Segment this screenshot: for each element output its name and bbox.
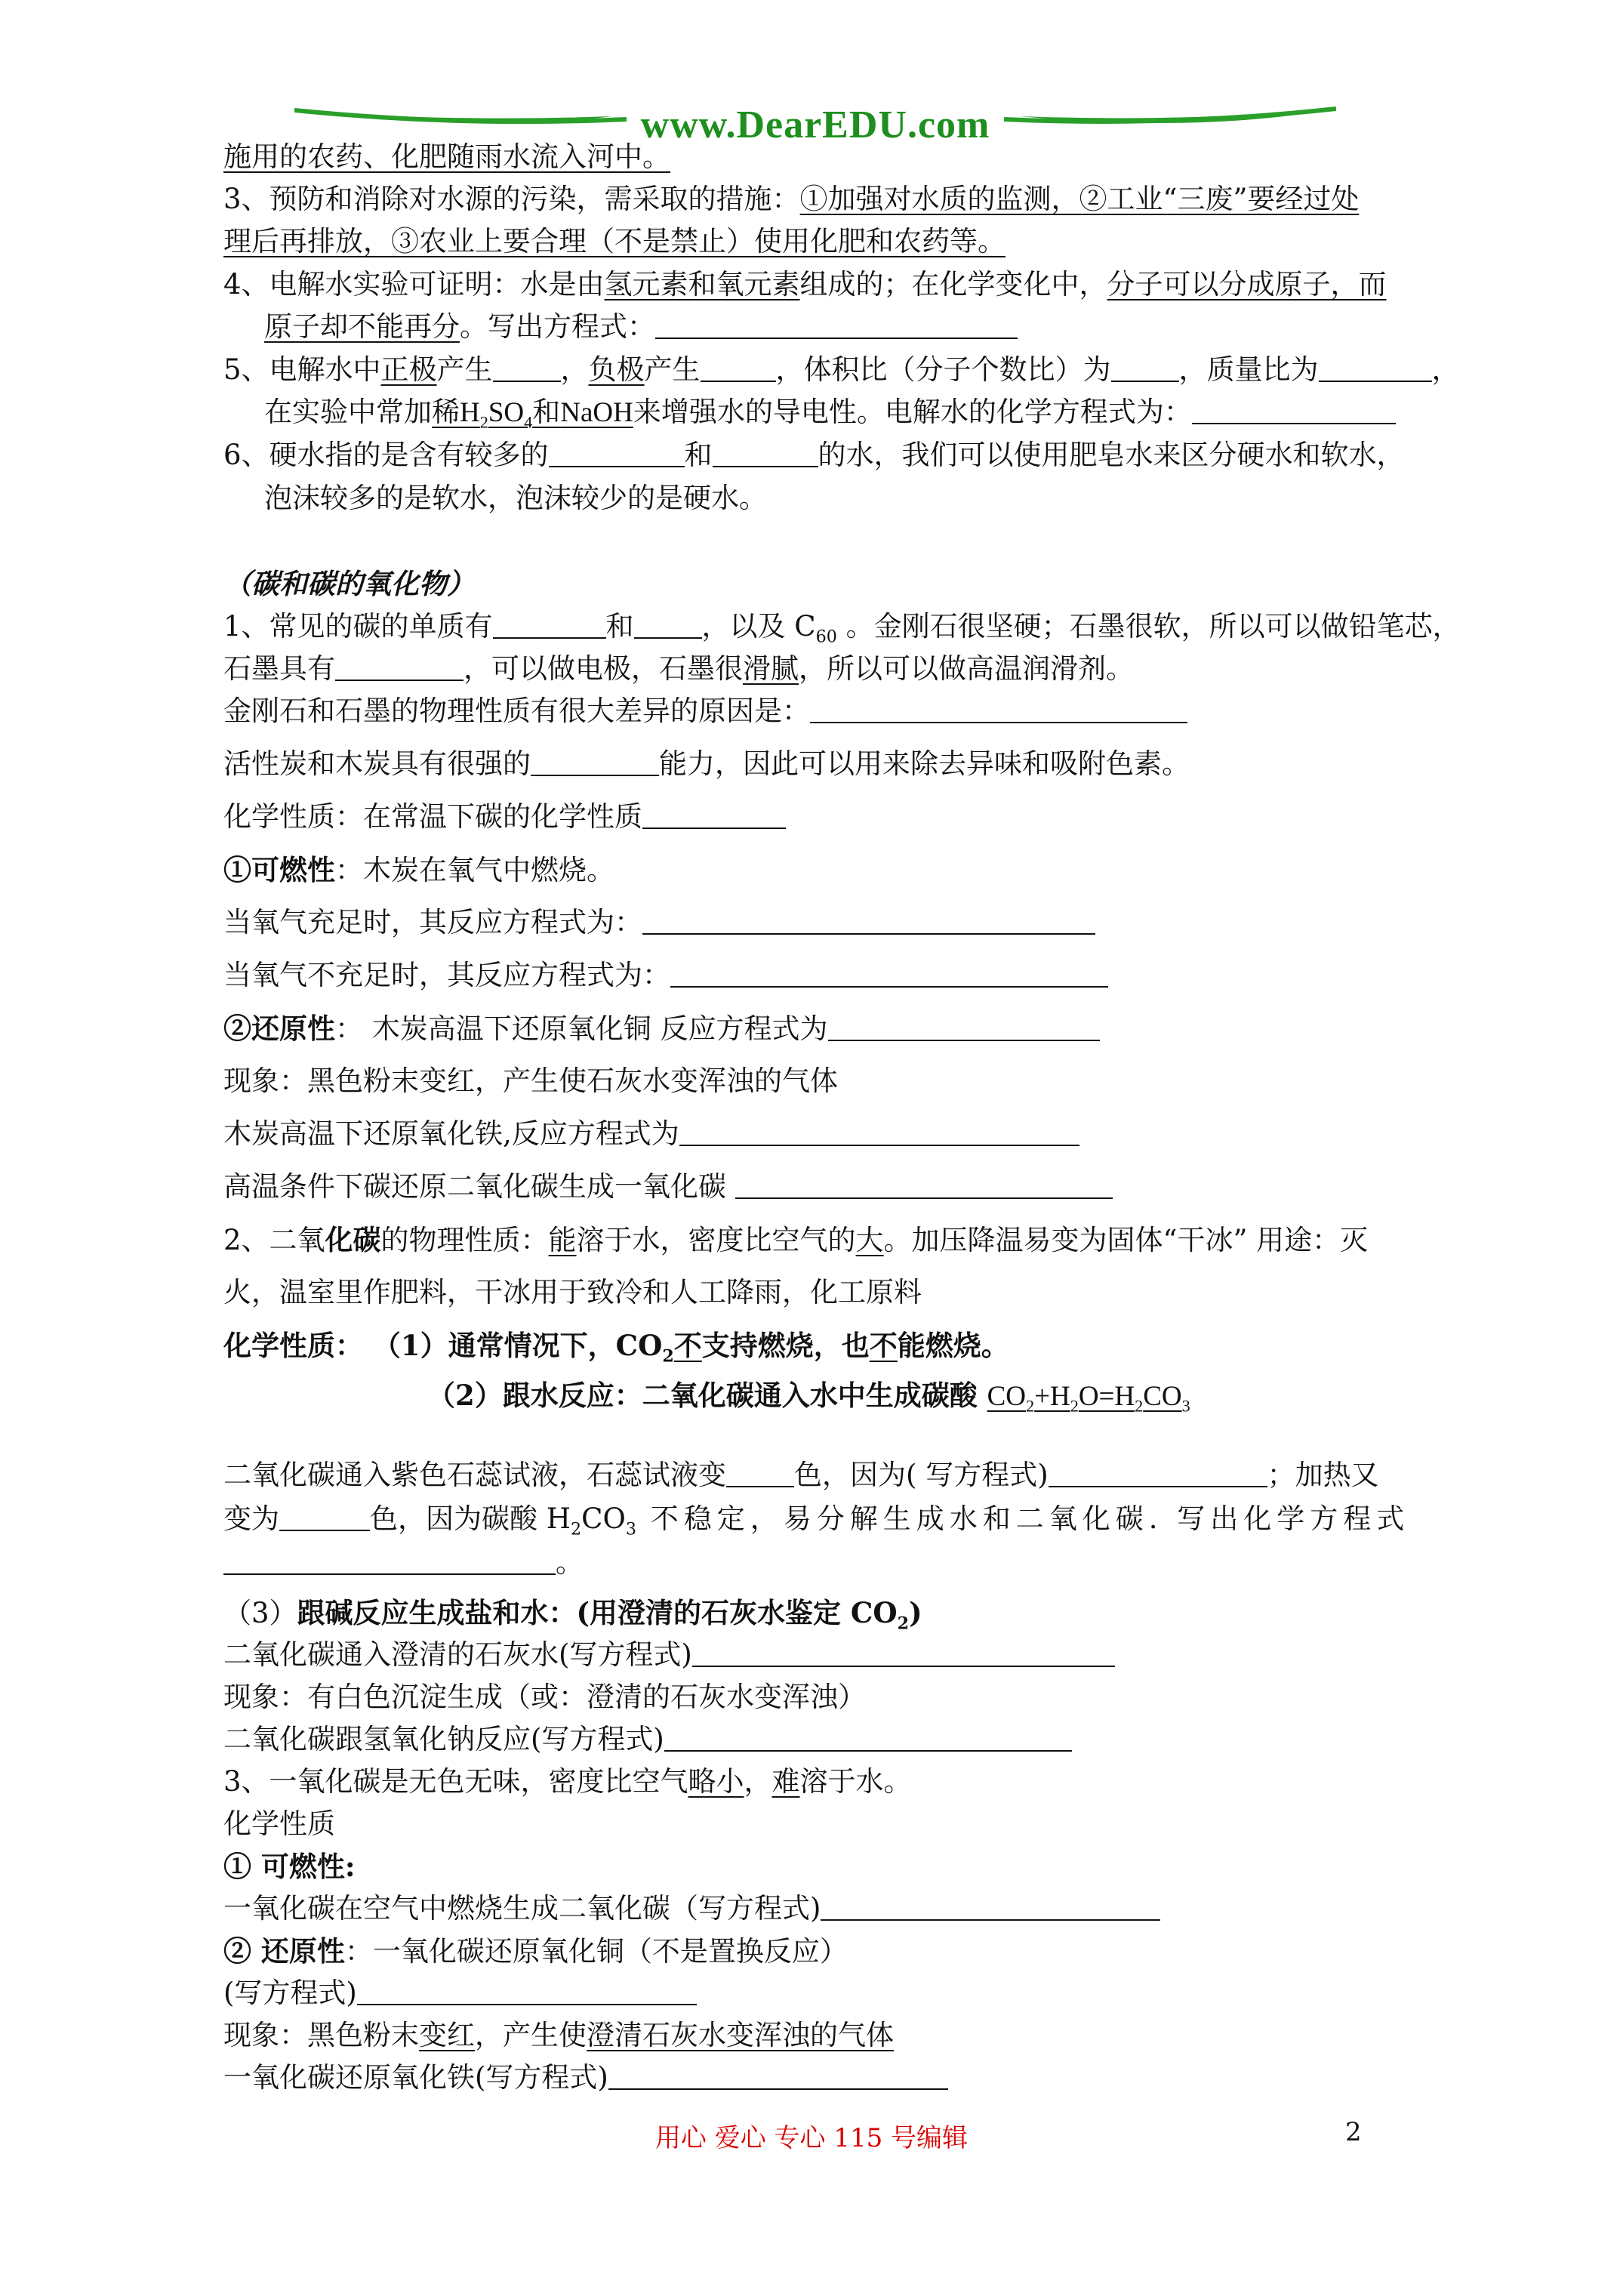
text: 理后再排放，③农业上要合理（不是禁止）使用化肥和农药等。 <box>223 225 1006 257</box>
text: O=H <box>1078 1381 1135 1412</box>
text: 高温条件下碳还原二氧化碳生成一氧化碳 <box>223 1170 735 1203</box>
text-line <box>223 855 614 886</box>
text-line <box>223 908 1095 938</box>
text: 的水，我们可以使用肥皂水来区分硬水和软水， <box>818 439 1405 471</box>
text: 负极 <box>588 353 645 386</box>
text: 2、二氧 <box>223 1224 325 1256</box>
text: ：一氧化碳还原氧化铜（不是置换反应） <box>344 1935 848 1968</box>
text: 5、电解水中 <box>223 353 381 386</box>
text: ，体积比（分子个数比）为 <box>775 353 1111 386</box>
text: 原子却不能再分 <box>264 310 460 343</box>
text: （3） <box>223 1597 297 1629</box>
text: 二氧化碳通入澄清的石灰水(写方程式) <box>223 1638 692 1671</box>
text-line <box>223 1119 1079 1150</box>
answer-blank[interactable] <box>642 802 786 829</box>
text: （1）通常情况下，CO <box>363 1329 663 1362</box>
text: 澄清石灰水变浑浊的气体 <box>587 2019 894 2051</box>
text-line <box>223 184 1359 215</box>
subscript: 2 <box>897 1613 910 1634</box>
formula: NaOH <box>560 397 633 428</box>
text: ②还原性 <box>223 1012 335 1045</box>
subscript: 2 <box>571 1519 582 1539</box>
text: ： 木炭高温下还原氧化铜 反应方程式为 <box>335 1012 828 1045</box>
text: 3、预防和消除对水源的污染，需采取的措施： <box>223 183 800 215</box>
text: SO <box>488 397 525 428</box>
answer-blank[interactable] <box>692 1640 1115 1667</box>
text: 火，温室里作肥料，干冰用于致冷和人工降雨，化工原料 <box>223 1276 922 1308</box>
text: 现象：黑色粉末 <box>223 2019 419 2051</box>
answer-blank[interactable] <box>821 1894 1160 1921</box>
text-line <box>223 802 786 833</box>
text-line <box>223 1504 1409 1539</box>
subscript: 4 <box>524 412 533 432</box>
text: ，可以做电极，石墨很 <box>463 652 743 685</box>
text: 当氧气充足时，其反应方程式为： <box>223 906 642 938</box>
page-number: 2 <box>1345 2117 1362 2147</box>
text-line <box>223 1682 866 1713</box>
subscript: 2 <box>1026 1396 1035 1416</box>
text: （2）跟水反应：二氧化碳通入水中生成碳酸 <box>427 1379 987 1412</box>
answer-blank[interactable] <box>531 749 659 776</box>
text: +H <box>1034 1381 1070 1412</box>
text: 当氧气不充足时，其反应方程式为： <box>223 959 670 991</box>
text-line <box>223 1598 922 1633</box>
answer-blank[interactable] <box>608 2063 948 2090</box>
answer-blank[interactable] <box>335 654 463 681</box>
text: 难 <box>771 1765 800 1798</box>
text: 一氧化碳在空气中燃烧生成二氧化碳（写方程式) <box>223 1892 821 1925</box>
text: ①可燃性 <box>223 853 335 886</box>
text: 4、电解水实验可证明：水是由 <box>223 268 605 300</box>
text: 大 <box>855 1224 884 1256</box>
text: 产生 <box>436 353 493 386</box>
text: ：木炭在氧气中燃烧。 <box>335 854 614 886</box>
subscript: 2 <box>1135 1396 1144 1416</box>
text: 现象：有白色沉淀生成（或：澄清的石灰水变浑浊） <box>223 1681 866 1713</box>
text: 和 <box>605 610 634 643</box>
text-line <box>223 1225 1368 1256</box>
text: 溶于水。 <box>799 1765 912 1798</box>
answer-blank[interactable] <box>1049 1460 1267 1487</box>
text-line <box>264 397 1396 432</box>
text-line <box>223 1767 912 1798</box>
text: ，以及 C <box>701 610 816 643</box>
text-line <box>223 1330 1009 1366</box>
text: 活性炭和木炭具有很强的 <box>223 747 531 780</box>
subscript: 2 <box>1070 1396 1079 1416</box>
text: 化学性质： <box>223 1329 363 1362</box>
text: 3、一氧化碳是无色无味，密度比空气 <box>223 1765 688 1798</box>
text: 稀 <box>432 396 460 428</box>
formula <box>987 1381 1190 1416</box>
text: （碳和碳的氧化物） <box>223 567 475 600</box>
text: 二氧化碳跟氢氧化钠反应(写方程式) <box>223 1723 664 1755</box>
answer-blank[interactable] <box>493 612 606 639</box>
text-line <box>223 1066 838 1097</box>
text-line <box>223 270 1387 300</box>
text: 色，因为( 写方程式) <box>794 1459 1049 1491</box>
text: 石墨具有 <box>223 652 335 685</box>
text: ，质量比为 <box>1178 353 1319 386</box>
subscript: 60 <box>815 627 837 647</box>
text: 变为 <box>223 1502 279 1535</box>
answer-blank[interactable] <box>726 1460 794 1487</box>
answer-blank[interactable] <box>670 960 1108 988</box>
answer-blank[interactable] <box>634 612 702 639</box>
text: CO <box>1143 1381 1182 1412</box>
text: 化学性质：在常温下碳的化学性质 <box>223 800 642 833</box>
text: 化碳 <box>325 1223 381 1256</box>
text: 6、硬水指的是含有较多的 <box>223 439 549 471</box>
text-line <box>223 1460 1379 1491</box>
text: 不稳定，易分解生成水和二氧化碳. 写出化学方程式 <box>636 1502 1410 1535</box>
text: 现象：黑色粉末变红，产生使石灰水变浑浊的气体 <box>223 1065 838 1097</box>
text: 正极 <box>380 353 437 386</box>
text: ；加热又 <box>1267 1459 1379 1491</box>
text: 1、常见的碳的单质有 <box>223 610 493 643</box>
answer-blank[interactable] <box>493 355 561 382</box>
text: 变红 <box>419 2019 475 2051</box>
answer-blank[interactable] <box>679 1119 1079 1146</box>
text: 滑腻 <box>743 652 799 685</box>
text-line <box>223 696 1187 727</box>
text: ，产生使 <box>475 2019 587 2051</box>
text-line <box>223 1172 1113 1203</box>
subscript: 3 <box>625 1519 636 1539</box>
answer-blank[interactable] <box>357 1978 697 2005</box>
text: ， <box>1431 353 1460 386</box>
subscript: 2 <box>662 1346 674 1367</box>
text: 。写出方程式： <box>460 310 655 343</box>
text: ①加强对水质的监测，②工业“三废”要经过处 <box>799 183 1360 215</box>
site-name: www.DearEDU.com <box>640 103 990 146</box>
answer-blank[interactable] <box>1192 397 1396 424</box>
text-line <box>264 312 1018 343</box>
text-line <box>223 1013 1100 1045</box>
text: ， <box>744 1765 772 1798</box>
text-line <box>223 1640 1115 1671</box>
answer-blank[interactable] <box>549 440 685 467</box>
answer-blank[interactable] <box>810 696 1187 723</box>
answer-blank[interactable] <box>828 1014 1100 1041</box>
page-header <box>294 100 1336 145</box>
text-line <box>223 1548 584 1579</box>
answer-blank[interactable] <box>223 1548 556 1575</box>
text: 。 <box>556 1546 584 1579</box>
text: 。金刚石很坚硬；石墨很软，所以可以做铅笔芯， <box>836 610 1461 643</box>
text-line <box>223 142 670 173</box>
text-line <box>223 1894 1160 1925</box>
answer-blank[interactable] <box>735 1172 1113 1199</box>
text: 不 <box>673 1329 702 1362</box>
text: 分子可以分成原子，而 <box>1107 268 1387 300</box>
text: 金刚石和石墨的物理性质有很大差异的原因是： <box>223 695 810 727</box>
text: 化学性质 <box>223 1808 335 1840</box>
subscript: 3 <box>1181 1396 1190 1416</box>
text-line <box>223 440 1405 471</box>
text-line <box>223 1978 697 2009</box>
text-line <box>223 612 1461 646</box>
answer-blank[interactable] <box>279 1504 370 1531</box>
text: 产生 <box>644 353 701 386</box>
text-line <box>223 2020 894 2051</box>
text-line <box>223 2063 948 2094</box>
text: ② 还原性 <box>223 1934 345 1968</box>
text-line <box>223 355 1460 386</box>
text-line <box>223 654 1134 685</box>
text: 。加压降温易变为固体“干冰” 用途：灭 <box>883 1224 1369 1256</box>
text-line <box>264 483 767 514</box>
text: 木炭高温下还原氧化铁,反应方程式为 <box>223 1117 679 1150</box>
text: 施用的农药、化肥随雨水流入河中。 <box>223 140 670 173</box>
text: 和 <box>532 396 561 428</box>
answer-blank[interactable] <box>664 1724 1072 1752</box>
answer-blank[interactable] <box>701 355 776 382</box>
text: 略小 <box>688 1765 744 1798</box>
text-line <box>427 1380 1190 1416</box>
text: (写方程式) <box>223 1977 357 2009</box>
text: 溶于水，密度比空气的 <box>576 1224 856 1256</box>
text: 一氧化碳还原氧化铁(写方程式) <box>223 2061 608 2094</box>
text-line <box>223 1936 848 1968</box>
answer-blank[interactable] <box>713 440 818 467</box>
text: 支持燃烧，也 <box>701 1329 870 1362</box>
text: 能燃烧。 <box>897 1329 1009 1362</box>
text-line <box>223 749 1190 780</box>
text-line <box>223 960 1108 991</box>
text: 来增强水的导电性。电解水的化学方程式为： <box>633 396 1192 428</box>
text-line <box>223 1724 1072 1755</box>
text: 二氧化碳通入紫色石蕊试液，石蕊试液变 <box>223 1459 726 1491</box>
subscript: 2 <box>479 412 488 432</box>
text-line <box>223 1277 922 1308</box>
answer-blank[interactable] <box>655 312 1018 339</box>
text: H <box>460 397 480 428</box>
text: ) <box>909 1596 922 1629</box>
text: 能 <box>548 1224 577 1256</box>
text: 能力，因此可以用来除去异味和吸附色素。 <box>659 747 1190 780</box>
text: ， <box>560 353 589 386</box>
answer-blank[interactable] <box>642 908 1095 935</box>
text: 不 <box>869 1329 898 1362</box>
text: 泡沫较多的是软水，泡沫较少的是硬水。 <box>264 482 767 514</box>
page-footer: 用心 爱心 专心 115 号编辑 <box>654 2123 969 2153</box>
text: 和 <box>684 439 713 471</box>
text: CO <box>987 1381 1027 1412</box>
text: 跟碱反应生成盐和水：(用澄清的石灰水鉴定 CO <box>297 1596 898 1629</box>
text: 氢元素和氧元素 <box>604 268 800 300</box>
text: ，所以可以做高温润滑剂。 <box>799 652 1134 685</box>
answer-blank[interactable] <box>1111 355 1179 382</box>
text: 组成的；在化学变化中， <box>799 268 1107 300</box>
text: ① 可燃性: <box>223 1850 356 1883</box>
text-line <box>223 1851 356 1883</box>
answer-blank[interactable] <box>1319 355 1432 382</box>
section-heading <box>223 569 475 600</box>
text: 的物理性质： <box>380 1224 549 1256</box>
text: 在实验中常加 <box>264 396 432 428</box>
text-line <box>223 227 1006 257</box>
formula <box>460 397 533 432</box>
text: 色，因为碳酸 H <box>370 1502 571 1535</box>
text: CO <box>581 1502 626 1535</box>
text-line <box>223 1809 335 1840</box>
